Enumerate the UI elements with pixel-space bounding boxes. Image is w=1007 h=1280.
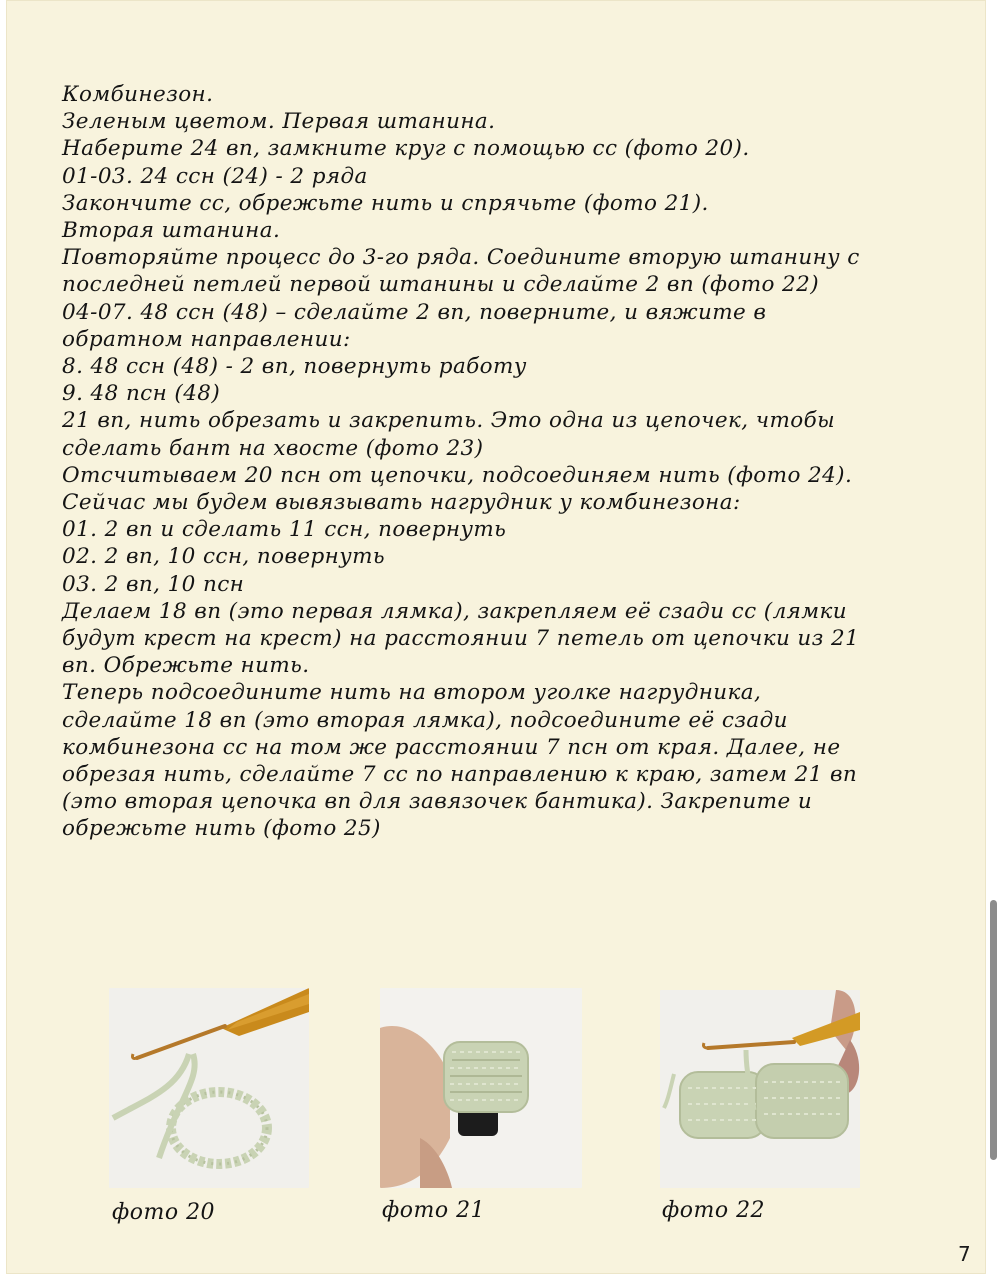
scrollbar-thumb[interactable] — [990, 900, 997, 1160]
text-line: 04-07. 48 ссн (48) – сделайте 2 вп, поверните, и вяжите в — [62, 299, 767, 325]
text-line: сделать бант на хвосте (фото 23) — [62, 435, 484, 461]
text-line: Наберите 24 вп, замкните круг с помощью сс (фото 20). — [62, 136, 750, 162]
text-line: Закончите сс, обрежьте нить и спрячьте (фото 21). — [62, 190, 709, 216]
text-line: Комбинезон. — [62, 82, 214, 107]
text-line: 21 вп, нить обрезать и закрепить. Это одна из цепочек, чтобы — [62, 408, 836, 434]
photo-caption: фото 21 — [382, 1198, 486, 1223]
text-line: Зеленым цветом. Первая штанина. — [62, 109, 496, 135]
page-number: 7 — [958, 1242, 971, 1266]
text-line: 03. 2 вп, 10 псн — [62, 571, 245, 597]
pattern-instructions — [62, 81, 922, 843]
photo-first-leg — [380, 988, 582, 1188]
photo-joined-legs — [660, 990, 860, 1188]
text-line: Отсчитываем 20 псн от цепочки, подсоединяем нить (фото 24). — [62, 462, 853, 488]
text-line: Теперь подсоедините нить на втором уголке нагрудника, — [62, 680, 762, 706]
photo-caption: фото 22 — [662, 1198, 766, 1223]
text-line: 01. 2 вп и сделать 11 ссн, повернуть — [62, 517, 507, 543]
text-line: комбинезона сс на том же расстоянии 7 псн от края. Далее, не — [62, 734, 841, 760]
text-line: 8. 48 ссн (48) - 2 вп, повернуть работу — [62, 354, 527, 380]
text-line: 01-03. 24 ссн (24) - 2 ряда — [62, 163, 368, 189]
text-line: Делаем 18 вп (это первая лямка), закрепляем её сзади сс (лямки — [62, 598, 848, 624]
text-line: сделайте 18 вп (это вторая лямка), подсоедините её сзади — [62, 707, 788, 733]
photo-chain-ring — [109, 988, 309, 1188]
text-line: обрезая нить, сделайте 7 сс по направлению к краю, затем 21 вп — [62, 762, 858, 788]
text-line: 02. 2 вп, 10 ссн, повернуть — [62, 544, 385, 570]
text-line: вп. Обрежьте нить. — [62, 653, 310, 679]
text-line: Повторяйте процесс до 3-го ряда. Соедините вторую штанину с — [62, 245, 860, 271]
photo-caption: фото 20 — [112, 1200, 216, 1225]
text-line: (это вторая цепочка вп для завязочек бантика). Закрепите и — [62, 789, 813, 815]
text-line: обрежьте нить (фото 25) — [62, 816, 381, 842]
joined-legs-image — [660, 990, 860, 1188]
text-line: будут крест на крест) на расстоянии 7 петель от цепочки из 21 — [62, 626, 860, 652]
text-line: Вторая штанина. — [62, 218, 281, 244]
chain-ring-image — [109, 988, 309, 1188]
text-line: Сейчас мы будем вывязывать нагрудник у комбинезона: — [62, 490, 741, 516]
first-leg-image — [380, 988, 582, 1188]
document-page — [6, 0, 986, 1274]
text-line: последней петлей первой штанины и сделайте 2 вп (фото 22) — [62, 272, 820, 298]
text-line: обратном направлении: — [62, 326, 351, 352]
text-line: 9. 48 псн (48) — [62, 381, 221, 407]
